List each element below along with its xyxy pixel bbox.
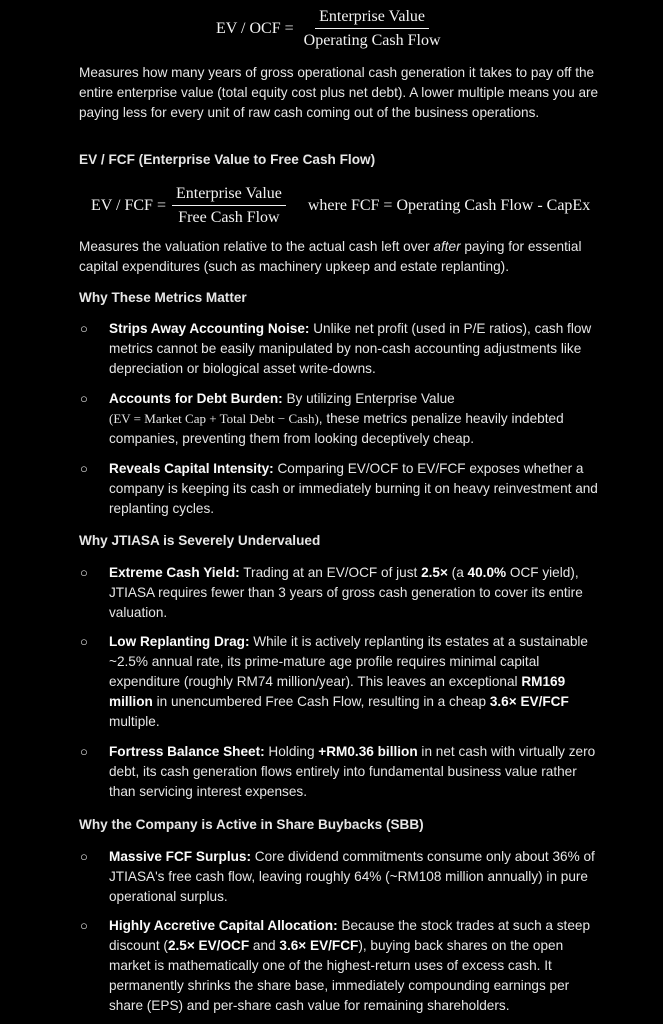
item-body: Comparing EV/OCF to EV/FCF exposes whether a company is keeping its cash or immediately burning it on heavy reinvestment and replanting cycles. [109, 461, 598, 516]
formula-lhs: EV / OCF = [216, 20, 294, 37]
formula-denominator: Free Cash Flow [178, 209, 280, 226]
bullet-icon: ○ [80, 918, 88, 933]
bullet-icon: ○ [80, 634, 88, 649]
list-item [79, 742, 599, 802]
list-item [79, 319, 599, 379]
formula-lhs: EV / FCF = [91, 197, 166, 214]
item-label: Fortress Balance Sheet: [109, 744, 265, 759]
text: paying for essential capital expenditures (such as machinery upkeep and estate replanting). [79, 239, 582, 274]
item-body: OCF yield), JTIASA requires fewer than 3 years of gross cash generation to cover its entire valuation. [109, 565, 583, 620]
ev-fcf-formula [91, 184, 590, 228]
item-body: Unlike net profit (used in P/E ratios), cash flow metrics cannot be easily manipulated by non-cash accounting adjustments like depreciation or biological asset write-downs. [109, 321, 592, 376]
item-body: Core dividend commitments consume only about 36% of JTIASA's free cash flow, leaving roughly 64% (~RM108 million annually) in pure operational surplus. [109, 849, 595, 904]
item-body: ), buying back shares on the open market is mathematically one of the highest-return uses of excess cash. It permanently shrinks the share base, immediately compounding earnings per share (EPS) and per-share cash value for remaining shareholders. [109, 938, 570, 1013]
bullet-icon: ○ [80, 744, 88, 759]
item-label: Extreme Cash Yield: [109, 565, 240, 580]
inline-formula: (EV = Market Cap + Total Debt − Cash) [109, 411, 319, 426]
text: Measures the valuation relative to the actual cash left over [79, 239, 434, 254]
item-body: , these metrics penalize heavily indebted companies, preventing them from looking deceptively cheap. [109, 411, 564, 446]
item-label: Accounts for Debt Burden: [109, 391, 283, 406]
bullet-icon: ○ [80, 849, 88, 864]
item-body: While it is actively replanting its estates at a sustainable ~2.5% annual rate, its prime-mature age profile requires minimal capital expenditure (roughly RM74 million/year). This leaves an exceptional [109, 634, 588, 689]
item-body: Trading at an EV/OCF of just [239, 565, 422, 580]
item-label: Strips Away Accounting Noise: [109, 321, 310, 336]
list-item-text [109, 459, 599, 519]
highlight: 2.5× EV/OCF [167, 938, 250, 953]
item-body: multiple. [109, 714, 160, 729]
ev-ocf-description: Measures how many years of gross operational cash generation it takes to pay off the entire enterprise value (total equity cost plus net debt). A lower multiple means you are paying less for every unit of raw cash coming out of the business operations. [79, 65, 599, 120]
item-label: Low Replanting Drag: [109, 634, 250, 649]
list-item-text [109, 742, 599, 802]
list-item [79, 916, 599, 1016]
section-heading-undervalued: Why JTIASA is Severely Undervalued [79, 533, 321, 548]
formula-numerator: Enterprise Value [315, 7, 429, 29]
formula-numerator: Enterprise Value [172, 184, 286, 206]
emphasis: after [433, 239, 461, 254]
list-item [79, 563, 599, 623]
item-body: (a [447, 565, 468, 580]
formula-fraction [300, 7, 445, 51]
highlight: 3.6× EV/FCF [279, 938, 359, 953]
list-item-text [109, 319, 599, 379]
highlight: 2.5× [421, 565, 448, 580]
item-body: Holding [264, 744, 319, 759]
list-item-text [109, 847, 599, 907]
item-body: Because the stock trades at such a steep discount ( [109, 918, 591, 953]
bullet-icon: ○ [80, 391, 88, 406]
item-body: and [249, 938, 280, 953]
formula-where-clause: where FCF = Operating Cash Flow - CapEx [307, 197, 591, 214]
list-item-text [109, 563, 599, 623]
bullet-icon: ○ [80, 321, 88, 336]
bullet-icon: ○ [80, 565, 88, 580]
highlight: 3.6× EV/FCF [489, 694, 569, 709]
ev-fcf-heading: EV / FCF (Enterprise Value to Free Cash Flow) [79, 152, 376, 167]
item-body: By utilizing Enterprise Value [282, 391, 455, 406]
ev-fcf-description [79, 237, 599, 277]
list-item-text [109, 916, 599, 1016]
item-label: Reveals Capital Intensity: [109, 461, 274, 476]
list-item-text [109, 389, 599, 449]
list-item-text [109, 632, 599, 732]
formula-denominator: Operating Cash Flow [303, 32, 441, 49]
ev-ocf-formula [216, 7, 445, 51]
highlight: +RM0.36 billion [318, 744, 418, 759]
list-item [79, 632, 599, 732]
list-item [79, 389, 599, 449]
formula-fraction [172, 184, 286, 228]
item-label: Highly Accretive Capital Allocation: [109, 918, 338, 933]
section-heading-metrics: Why These Metrics Matter [79, 290, 247, 305]
item-label: Massive FCF Surplus: [109, 849, 252, 864]
bullet-icon: ○ [80, 461, 88, 476]
section-heading-buybacks: Why the Company is Active in Share Buybacks (SBB) [79, 817, 424, 832]
item-body: in net cash with virtually zero debt, its cash generation flows entirely into fundamental business value rather than servicing interest expenses. [109, 744, 596, 799]
item-body: in unencumbered Free Cash Flow, resulting in a cheap [152, 694, 490, 709]
highlight: 40.0% [467, 565, 507, 580]
list-item [79, 459, 599, 519]
list-item [79, 847, 599, 907]
highlight: RM169 million [109, 674, 566, 709]
